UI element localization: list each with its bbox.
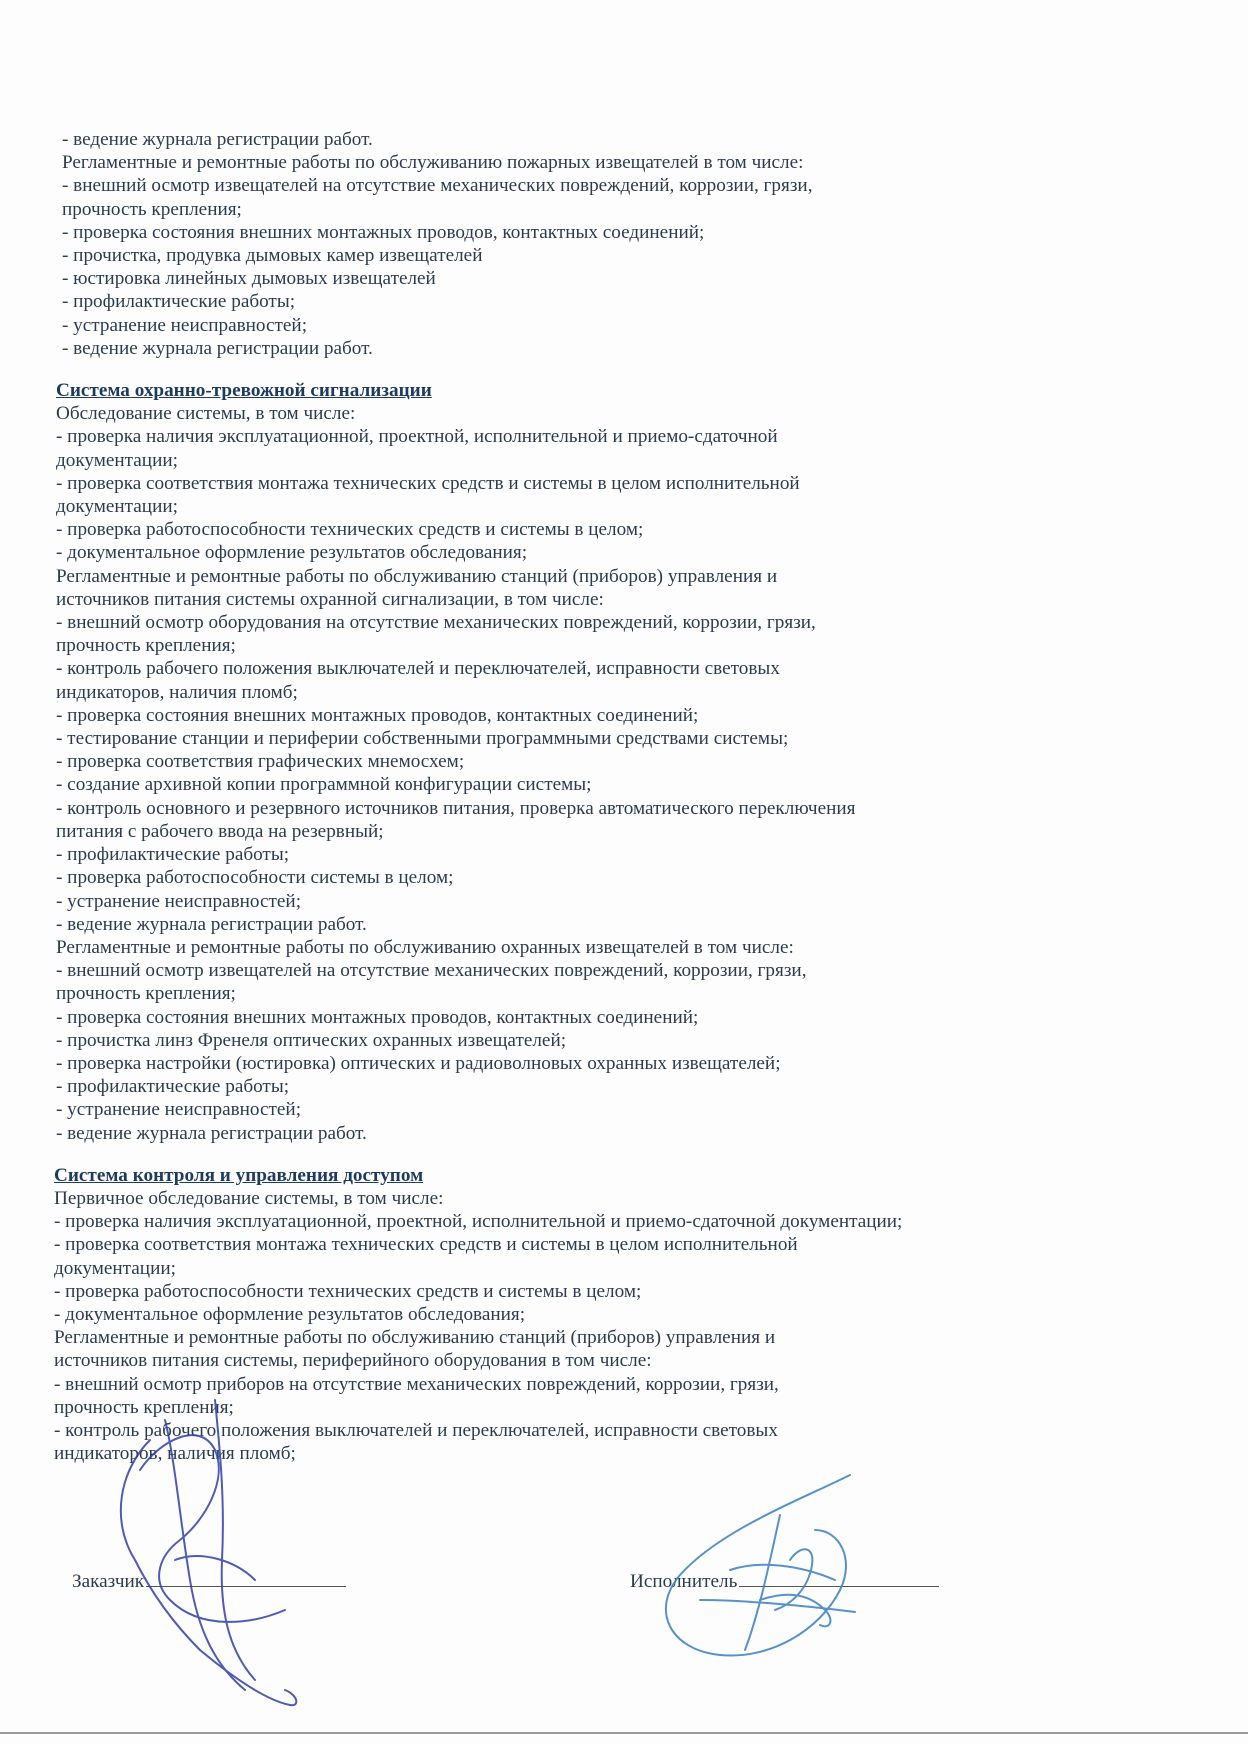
- section-security-alarm: [54, 379, 1054, 1145]
- executor-signature-line: [739, 1568, 939, 1587]
- text-line: прочность крепления;: [54, 1396, 234, 1418]
- text-line: Регламентные и ремонтные работы по обслуживанию охранных извещателей в том числе:: [56, 936, 794, 958]
- text-line: - ведение журнала регистрации работ.: [56, 1122, 367, 1144]
- text-line: - проверка состояния внешних монтажных проводов, контактных соединений;: [62, 221, 705, 243]
- section-gap: [54, 360, 1054, 379]
- text-line: - проверка состояния внешних монтажных проводов, контактных соединений;: [56, 704, 699, 726]
- page-bottom-edge: [0, 1732, 1248, 1734]
- customer-signature-field: [72, 1568, 346, 1593]
- text-line: - внешний осмотр извещателей на отсутствие механических повреждений, коррозии, грязи,: [62, 175, 813, 197]
- text-line: - проверка состояния внешних монтажных проводов, контактных соединений;: [56, 1006, 699, 1028]
- text-line: прочность крепления;: [56, 983, 236, 1005]
- text-line: - юстировка линейных дымовых извещателей: [62, 268, 436, 290]
- text-line: Обследование системы, в том числе:: [56, 403, 356, 425]
- text-line: документации;: [56, 496, 178, 518]
- text-line: - ведение журнала регистрации работ.: [62, 337, 373, 359]
- text-line: - прочистка линз Френеля оптических охранных извещателей;: [56, 1029, 567, 1051]
- text-line: индикаторов, наличия пломб;: [54, 1443, 296, 1465]
- text-line: - проверка соответствия монтажа технических средств и системы в целом исполнительной: [56, 472, 800, 494]
- text-line: - устранение неисправностей;: [56, 1099, 302, 1121]
- text-line: - тестирование станции и периферии собственными программными средствами системы;: [56, 728, 789, 750]
- text-line: - устранение неисправностей;: [56, 890, 302, 912]
- executor-signature-field: [630, 1568, 939, 1593]
- text-line: - проверка настройки (юстировка) оптических и радиоволновых охранных извещателей;: [56, 1052, 781, 1074]
- text-line: - устранение неисправностей;: [62, 314, 308, 336]
- text-line: Первичное обследование системы, в том числе:: [54, 1187, 444, 1209]
- text-line: источников питания системы охранной сигнализации, в том числе:: [56, 588, 604, 610]
- text-line: - проверка наличия эксплуатационной, проектной, исполнительной и приемо-сдаточной документации;: [54, 1211, 903, 1233]
- document-body: [54, 128, 1054, 1465]
- text-line: - ведение журнала регистрации работ.: [62, 129, 373, 150]
- text-line: Регламентные и ремонтные работы по обслуживанию пожарных извещателей в том числе:: [62, 152, 804, 174]
- text-line: - внешний осмотр оборудования на отсутствие механических повреждений, коррозии, грязи,: [56, 612, 816, 634]
- text-line: документации;: [56, 449, 178, 471]
- text-line: - проверка работоспособности системы в целом;: [56, 867, 454, 889]
- text-line: - прочистка, продувка дымовых камер извещателей: [62, 245, 483, 267]
- section-fire-detectors-continued: [54, 128, 1054, 360]
- text-line: - контроль основного и резервного источников питания, проверка автоматического переключения: [56, 797, 856, 819]
- text-line: - профилактические работы;: [56, 844, 290, 866]
- text-line: - проверка наличия эксплуатационной, проектной, исполнительной и приемо-сдаточной: [56, 426, 778, 448]
- section-access-control: [54, 1164, 1054, 1466]
- text-line: индикаторов, наличия пломб;: [56, 681, 298, 703]
- text-line: - проверка соответствия графических мнемосхем;: [56, 751, 465, 773]
- executor-handwritten-signature: [666, 1475, 855, 1656]
- customer-signature-line: [146, 1568, 346, 1587]
- text-line: - профилактические работы;: [62, 291, 296, 313]
- section-gap: [54, 1145, 1054, 1164]
- text-line: - ведение журнала регистрации работ.: [56, 913, 367, 935]
- text-line: - контроль рабочего положения выключателей и переключателей, исправности световых: [54, 1419, 778, 1441]
- text-line: - проверка работоспособности технических средств и системы в целом;: [54, 1280, 642, 1302]
- text-line: - проверка соответствия монтажа технических средств и системы в целом исполнительной: [54, 1234, 798, 1256]
- text-line: - проверка работоспособности технических средств и системы в целом;: [56, 519, 644, 541]
- text-line: Регламентные и ремонтные работы по обслуживанию станций (приборов) управления и: [56, 565, 778, 587]
- text-line: прочность крепления;: [62, 198, 242, 220]
- text-line: - документальное оформление результатов обследования;: [56, 542, 528, 564]
- text-line: прочность крепления;: [56, 635, 236, 657]
- customer-label: Заказчик: [72, 1571, 145, 1592]
- text-line: - внешний осмотр извещателей на отсутствие механических повреждений, коррозии, грязи,: [56, 960, 807, 982]
- section-title: Система охранно-тревожной сигнализации: [56, 380, 432, 402]
- section-title: Система контроля и управления доступом: [54, 1164, 424, 1186]
- text-line: - создание архивной копии программной конфигурации системы;: [56, 774, 592, 796]
- text-line: питания с рабочего ввода на резервный;: [56, 820, 384, 842]
- executor-label: Исполнитель: [630, 1571, 738, 1592]
- text-line: - профилактические работы;: [56, 1076, 290, 1098]
- text-line: - документальное оформление результатов обследования;: [54, 1303, 526, 1325]
- text-line: источников питания системы, периферийного оборудования в том числе:: [54, 1350, 652, 1372]
- text-line: Регламентные и ремонтные работы по обслуживанию станций (приборов) управления и: [54, 1327, 776, 1349]
- text-line: - контроль рабочего положения выключателей и переключателей, исправности световых: [56, 658, 780, 680]
- text-line: - внешний осмотр приборов на отсутствие механических повреждений, коррозии, грязи,: [54, 1373, 779, 1395]
- text-line: документации;: [54, 1257, 176, 1279]
